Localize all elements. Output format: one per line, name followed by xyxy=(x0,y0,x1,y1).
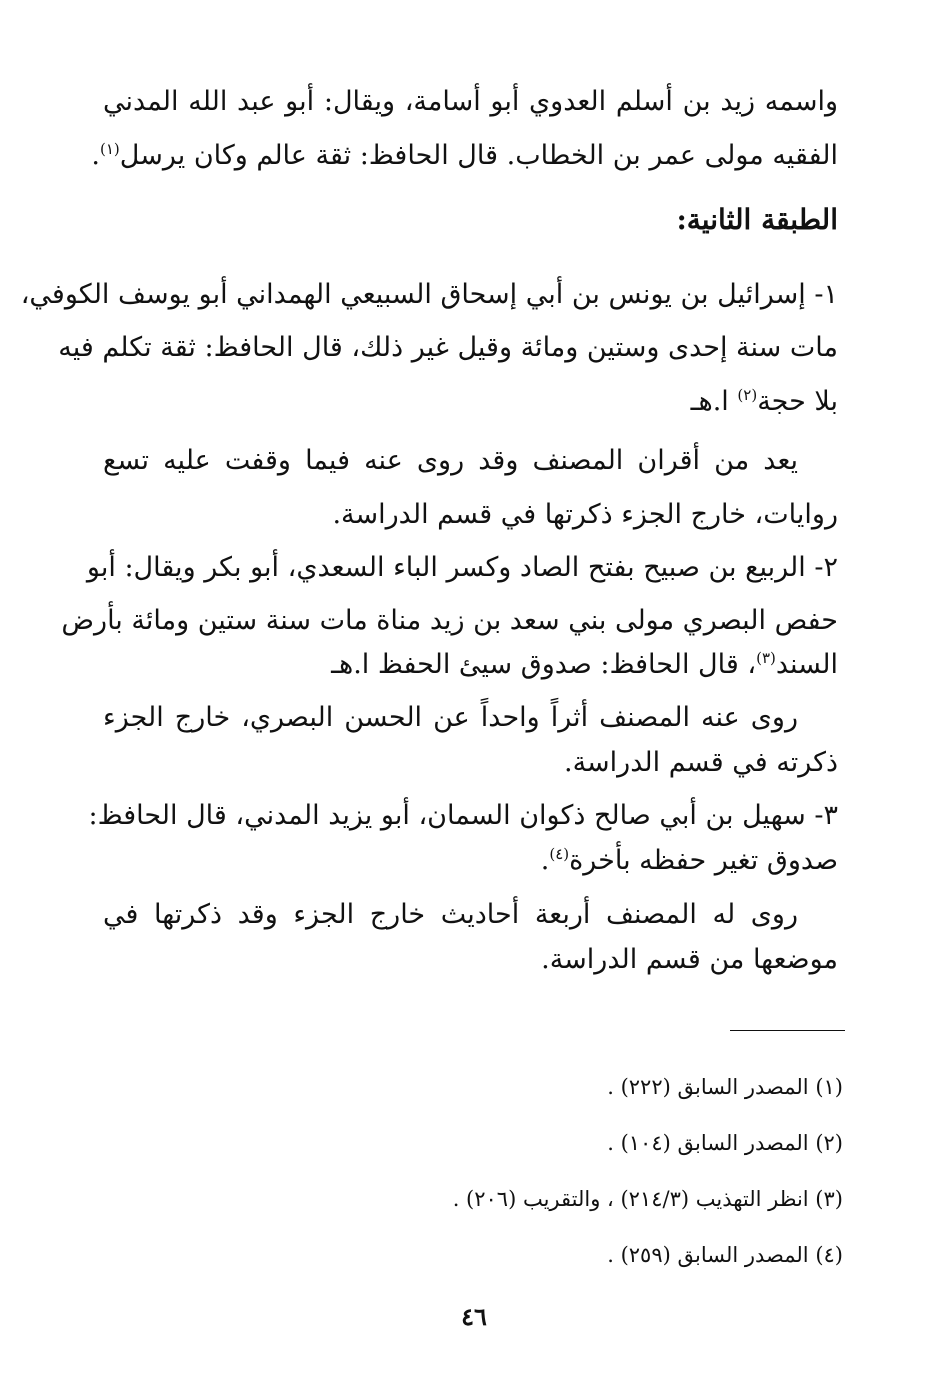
footnote-ref-2: (٢) xyxy=(737,386,758,404)
footnote-3: (٣) انظر التهذيب (٢١٤/٣) ، والتقريب (٢٠٦) . xyxy=(452,1187,843,1211)
entry1-line-3-end: ا.هـ xyxy=(690,386,738,417)
entry2-line-3 xyxy=(103,645,838,685)
entry3-line-2 xyxy=(103,841,838,881)
entry2-line-3-end: ، قال الحافظ: صدوق سيئ الحفظ ا.هـ xyxy=(331,649,757,680)
entry2-comment-line-2: ذكرته في قسم الدراسة. xyxy=(563,747,838,778)
entry2-line-3-text: السند xyxy=(775,649,838,680)
entry3-comment-line-2: موضعها من قسم الدراسة. xyxy=(541,944,838,975)
intro-line-2-end: . xyxy=(91,140,100,171)
entry3-line-1: ٣- سهيل بن أبي صالح ذكوان السمان، أبو يزيد المدني، قال الحافظ: xyxy=(88,800,838,831)
entry3-line-2-end: . xyxy=(540,845,550,876)
entry1-line-1: ١- إسرائيل بن يونس بن أبي إسحاق السبيعي الهمداني أبو يوسف الكوفي، xyxy=(20,279,838,310)
entry2-comment-line-1: روى عنه المصنف أثراً واحداً عن الحسن البصري، خارج الجزء xyxy=(103,702,798,733)
entry1-line-3 xyxy=(103,382,838,422)
footnote-4: (٤) المصدر السابق (٢٥٩) . xyxy=(607,1243,843,1267)
entry3-line-2-text: صدوق تغير حفظه بأخرة xyxy=(569,845,838,876)
section-heading: الطبقة الثانية: xyxy=(676,203,838,236)
entry2-line-2: حفص البصري مولى بني سعد بن زيد مناة مات سنة ستين ومائة بأرض xyxy=(61,605,838,636)
entry3-comment-line-1: روى له المصنف أربعة أحاديث خارج الجزء وقد ذكرتها في xyxy=(103,899,798,930)
footnote-ref-4: (٤) xyxy=(549,845,570,863)
footnote-ref-1: (١) xyxy=(99,140,120,158)
entry1-line-3-text: بلا حجة xyxy=(757,386,838,417)
footnote-ref-3: (٣) xyxy=(756,649,776,667)
entry1-line-2: مات سنة إحدى وستين ومائة وقيل غير ذلك، قال الحافظ: ثقة تكلم فيه xyxy=(58,332,838,363)
footnote-separator xyxy=(730,1030,845,1031)
intro-line-2-text: الفقيه مولى عمر بن الخطاب. قال الحافظ: ثقة عالم وكان يرسل xyxy=(119,140,838,171)
page-number: ٤٦ xyxy=(461,1302,487,1331)
entry1-comment-line-1: يعد من أقران المصنف وقد روى عنه فيما وقفت عليه تسع xyxy=(103,445,798,476)
intro-line-1: واسمه زيد بن أسلم العدوي أبو أسامة، ويقال: أبو عبد الله المدني xyxy=(103,86,838,117)
entry2-line-1: ٢- الربيع بن صبيح بفتح الصاد وكسر الباء السعدي، أبو بكر ويقال: أبو xyxy=(86,552,838,583)
footnote-2: (٢) المصدر السابق (١٠٤) . xyxy=(607,1131,843,1155)
intro-line-2 xyxy=(91,136,838,176)
entry1-comment-line-2: روايات، خارج الجزء ذكرتها في قسم الدراسة. xyxy=(332,499,838,530)
footnote-1: (١) المصدر السابق (٢٢٢) . xyxy=(607,1075,843,1099)
